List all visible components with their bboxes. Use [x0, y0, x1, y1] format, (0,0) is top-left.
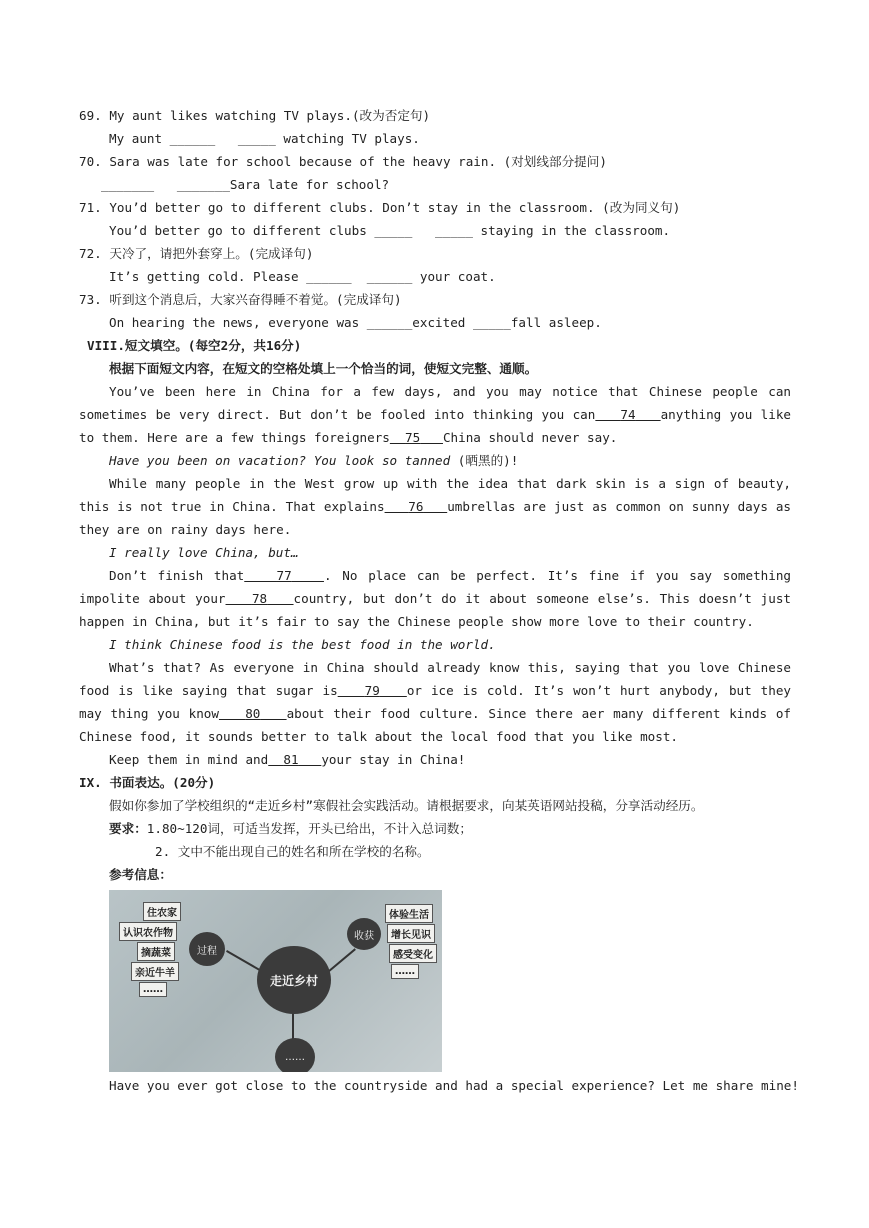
- mindmap-left-item: ……: [139, 982, 167, 997]
- passage-paragraph-1: You’ve been here in China for a few days, and you may notice that Chinese people can sometimes be very direct. But don’t be fooled into thinking you can 74 anything you like to them. Here are a few things foreigners 75 China should never say.: [79, 384, 792, 445]
- mindmap-right-item: 增长见识: [387, 924, 435, 943]
- worksheet: [79, 104, 799, 1097]
- mindmap-right-item: 感受变化: [389, 944, 437, 963]
- question-69: 69. My aunt likes watching TV plays.(改为否定句): [79, 108, 431, 123]
- section-8-instruction: 根据下面短文内容，在短文的空格处填上一个恰当的词，使短文完整、通顺。: [109, 361, 538, 376]
- mindmap-left-item: 认识农作物: [119, 922, 177, 941]
- answer-71: You’d better go to different clubs _____ _____ staying in the classroom.: [109, 223, 671, 238]
- blank-76: 76: [408, 499, 424, 514]
- reference-label: 参考信息：: [109, 867, 172, 882]
- mindmap-bottom-hub: ……: [275, 1038, 315, 1072]
- mindmap-center: 走近乡村: [257, 946, 331, 1014]
- mindmap-left-item: 亲近牛羊: [131, 962, 179, 981]
- blank-80: 80: [245, 706, 261, 721]
- blank-77: 77: [276, 568, 292, 583]
- mindmap-left-hub: 过程: [189, 932, 225, 966]
- section-9-intro: 假如你参加了学校组织的“走近乡村”寒假社会实践活动。请根据要求，向某英语网站投稿，分享活动经历。: [109, 798, 704, 813]
- answer-69: My aunt ______ _____ watching TV plays.: [109, 131, 420, 146]
- answer-70: _______ _______Sara late for school?: [101, 177, 390, 192]
- mindmap-left-item: 摘蔬菜: [137, 942, 175, 961]
- quote-2: I really love China, but…: [109, 545, 299, 560]
- passage-paragraph-4: What’s that? As everyone in China should already know this, saying that you love Chinese food is like saying that sugar is 79 or ice is cold. It’s won’t hurt anybody, but they may thing you know 80 about their food culture. Since there aer many different kinds of Chinese food, it sounds better to talk about the local food that you like most.: [79, 660, 792, 744]
- blank-78: 78: [251, 591, 268, 606]
- blank-81: 81: [283, 752, 299, 767]
- blank-74: 74: [620, 407, 636, 422]
- mindmap-right-item: ……: [391, 964, 419, 979]
- passage: [79, 380, 791, 771]
- section-9-title: IX. 书面表达。(20分): [79, 775, 216, 790]
- question-71: 71. You’d better go to different clubs. Don’t stay in the classroom. (改为同义句): [79, 200, 681, 215]
- quote-3: I think Chinese food is the best food in the world.: [109, 637, 496, 652]
- requirement-1: 要求：1.80~120词，可适当发挥，开头已给出，不计入总词数；: [109, 821, 472, 836]
- mindmap-left-item: 住农家: [143, 902, 181, 921]
- question-72: 72. 天冷了，请把外套穿上。(完成译句): [79, 246, 314, 261]
- passage-paragraph-3: Don’t finish that 77 . No place can be perfect. It’s fine if you say something impolite about your 78 country, but don’t do it about someone else’s. This doesn’t just happen in China, but it’s fair to say the Chinese people show more love to their country.: [79, 568, 792, 629]
- passage-paragraph-2: While many people in the West grow up with the idea that dark skin is a sign of beauty, this is not true in China. That explains 76 umbrellas are just as common on sunny days as they are on rainy days here.: [79, 476, 791, 537]
- question-70: 70. Sara was late for school because of the heavy rain. (对划线部分提问): [79, 154, 607, 169]
- question-73: 73. 听到这个消息后，大家兴奋得睡不着觉。(完成译句): [79, 292, 402, 307]
- section-8-title: VIII.短文填空。(每空2分，共16分): [87, 338, 302, 353]
- answer-72: It’s getting cold. Please ______ ______ your coat.: [109, 269, 496, 284]
- mindmap-image: [109, 890, 442, 1072]
- mindmap-right-hub: 收获: [347, 918, 381, 950]
- requirement-2: 2. 文中不能出现自己的姓名和所在学校的名称。: [155, 844, 430, 859]
- blank-75: 75: [405, 430, 421, 445]
- answer-73: On hearing the news, everyone was ______excited _____fall asleep.: [109, 315, 602, 330]
- blank-79: 79: [364, 683, 380, 698]
- quote-1: Have you been on vacation? You look so tanned (晒黑的)!: [109, 453, 519, 468]
- mindmap-right-item: 体验生活: [385, 904, 433, 923]
- passage-paragraph-5: Keep them in mind and 81 your stay in China!: [109, 752, 466, 767]
- writing-opening: Have you ever got close to the countryside and had a special experience? Let me share mine!: [109, 1078, 799, 1093]
